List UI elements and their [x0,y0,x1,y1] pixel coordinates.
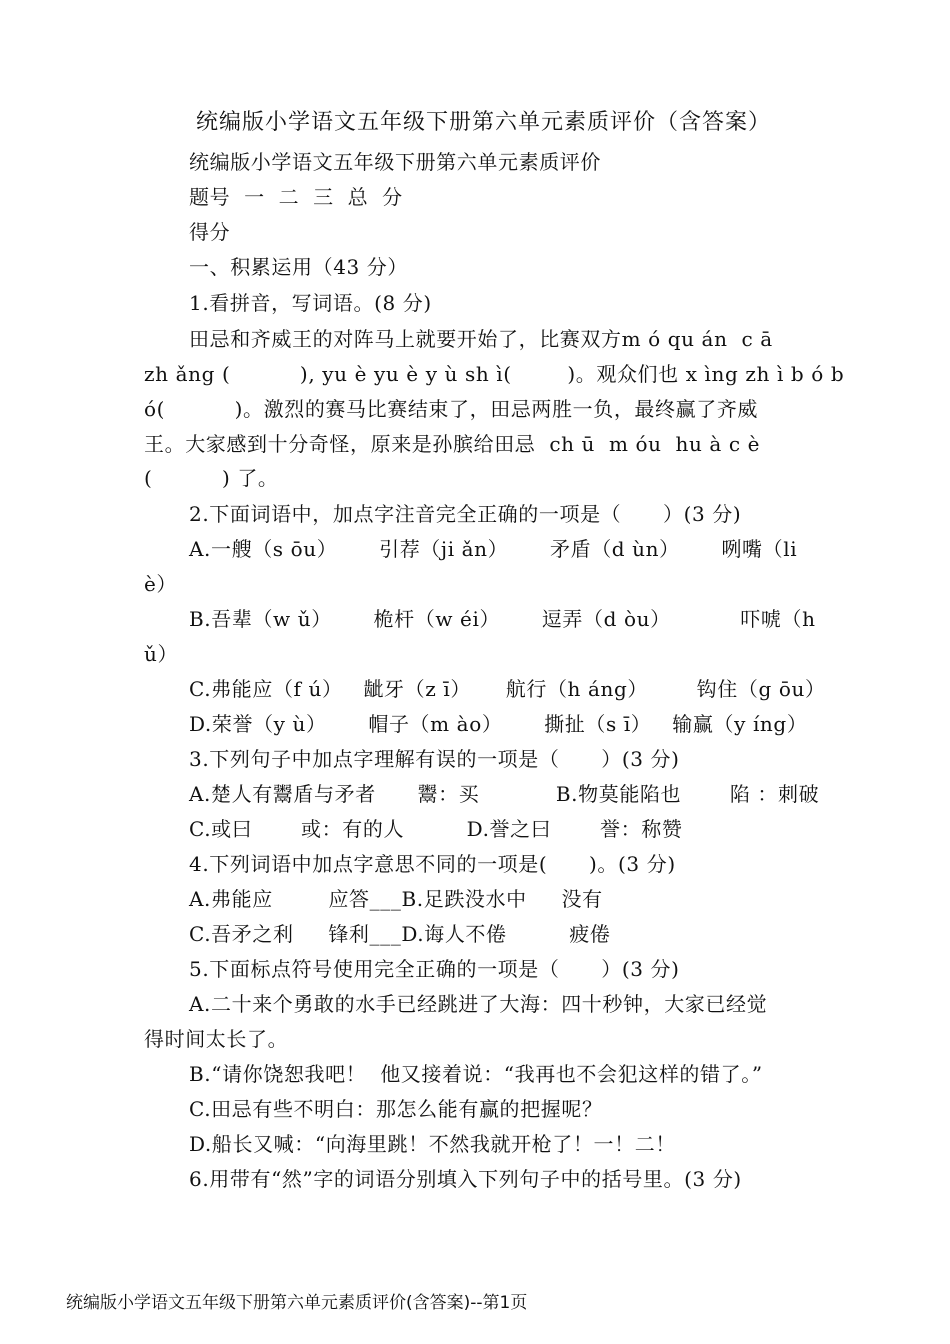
document-title: 统编版小学语文五年级下册第六单元素质评价（含答案） [196,110,772,135]
question-5-option: 得时间太长了。 [144,1027,289,1051]
question-5-option: A.二十来个勇敢的水手已经跳进了大海：四十秒钟，大家已经觉 [189,992,768,1016]
question-1-line: zh ǎng ( ), yu è yu è y ù sh ì( )。观众们也 x ìng zh ì b ó b [144,362,845,386]
question-2-option: C.弗能应（f ú） 龇牙（z ī） 航行（h áng） 钩住（g ōu） [189,677,826,701]
question-4-option: C.吾矛之利 锋利___D.诲人不倦 疲倦 [189,922,611,946]
score-table-header: 题号 一 二 三 总 分 [189,185,403,209]
score-table-row: 得分 [189,220,231,244]
question-3-title: 3.下列句子中加点字理解有误的一项是（ ）(3 分) [189,747,680,771]
question-5-option: B.“请你饶恕我吧！ 他又接着说：“我再也不会犯这样的错了。” [189,1062,763,1086]
question-2-option: è） [144,572,178,596]
section-heading: 一、积累运用（43 分） [189,255,409,279]
question-3-option: A.楚人有鬻盾与矛者 鬻：买 B.物莫能陷也 陷 ：刺破 [189,782,820,806]
page-footer: 统编版小学语文五年级下册第六单元素质评价(含答案)--第1页 [66,1293,528,1313]
question-2-option: B.吾辈（w ǔ） 桅杆（w éi） 逗弄（d òu） 吓唬（h [189,607,816,631]
question-2-title: 2.下面词语中，加点字注音完全正确的一项是（ ）(3 分) [189,502,742,526]
question-6-title: 6.用带有“然”字的词语分别填入下列句子中的括号里。(3 分) [189,1167,742,1191]
question-2-option: D.荣誉（y ù） 帽子（m ào） 撕扯（s ī） 输赢（y íng） [189,712,808,736]
question-5-option: C.田忌有些不明白：那怎么能有赢的把握呢？ [189,1097,603,1121]
question-2-option: A.一艘（s ōu） 引荐（ji ǎn） 矛盾（d ùn） 咧嘴（li [189,537,798,561]
question-1-title: 1.看拼音，写词语。(8 分) [189,291,432,315]
question-5-title: 5.下面标点符号使用完全正确的一项是（ ）(3 分) [189,957,680,981]
question-1-line: ( ) 了。 [144,466,279,490]
question-1-line: 王。大家感到十分奇怪，原来是孙膑给田忌 ch ū m óu hu à c è [144,432,761,456]
question-5-option: D.船长又喊：“向海里跳！不然我就开枪了！一！二！ [189,1132,676,1156]
document-subtitle: 统编版小学语文五年级下册第六单元素质评价 [189,150,601,174]
question-2-option: ǔ） [144,642,179,666]
question-1-line: ó( )。激烈的赛马比赛结束了，田忌两胜一负，最终赢了齐威 [144,397,759,421]
question-4-option: A.弗能应 应答___B.足跌没水中 没有 [189,887,603,911]
question-1-line: 田忌和齐威王的对阵马上就要开始了，比赛双方m ó qu án c ā [189,327,773,351]
question-3-option: C.或曰 或：有的人 D.誉之曰 誉：称赞 [189,817,683,841]
question-4-title: 4.下列词语中加点字意思不同的一项是( )。(3 分) [189,852,676,876]
